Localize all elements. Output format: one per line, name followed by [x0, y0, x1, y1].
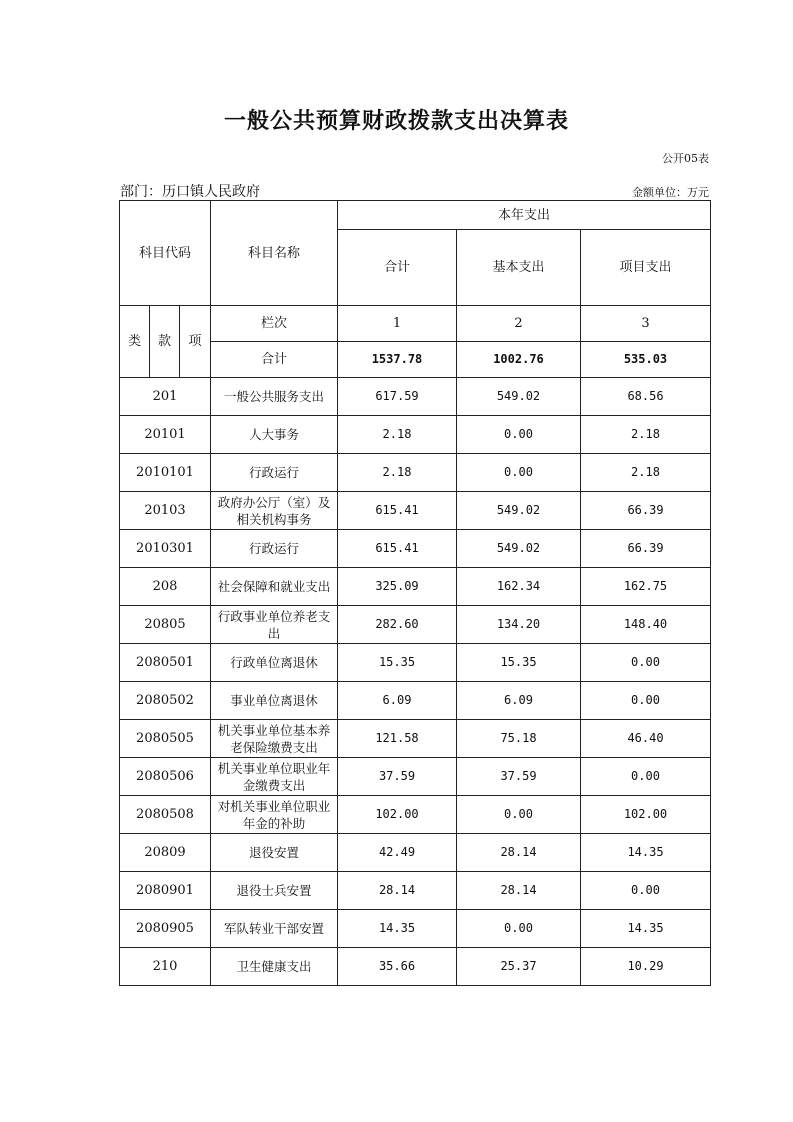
project-expense-cell: 162.75 [581, 568, 711, 606]
column-index-2: 2 [457, 306, 581, 342]
total-cell: 325.09 [338, 568, 457, 606]
project-expense-cell: 0.00 [581, 872, 711, 910]
subject-name-cell: 军队转业干部安置 [211, 910, 338, 948]
subject-name-header: 科目名称 [211, 201, 338, 306]
expenditure-table [119, 200, 711, 986]
total-cell: 15.35 [338, 644, 457, 682]
table-row [120, 910, 711, 948]
form-number: 公开05表 [662, 152, 709, 165]
subject-code-cell: 208 [120, 568, 211, 606]
project-expense-cell: 68.56 [581, 378, 711, 416]
basic-expense-cell: 25.37 [457, 948, 581, 986]
basic-expense-cell: 75.18 [457, 720, 581, 758]
table-row [120, 834, 711, 872]
total-header: 合计 [338, 230, 457, 306]
table-row [120, 454, 711, 492]
basic-expense-cell: 0.00 [457, 910, 581, 948]
subject-name-cell: 一般公共服务支出 [211, 378, 338, 416]
total-cell: 35.66 [338, 948, 457, 986]
total-cell: 2.18 [338, 416, 457, 454]
subject-code-cell: 2080502 [120, 682, 211, 720]
subject-code-cell: 2080508 [120, 796, 211, 834]
subject-name-cell: 社会保障和就业支出 [211, 568, 338, 606]
page-title: 一般公共预算财政拨款支出决算表 [223, 109, 569, 134]
total-cell: 615.41 [338, 530, 457, 568]
subject-code-cell: 2010101 [120, 454, 211, 492]
subject-code-cell: 210 [120, 948, 211, 986]
column-index-row [120, 306, 711, 342]
subject-name-cell: 行政运行 [211, 530, 338, 568]
project-expense-cell: 14.35 [581, 834, 711, 872]
table-row [120, 530, 711, 568]
total-cell: 282.60 [338, 606, 457, 644]
subject-code-header: 科目代码 [120, 201, 211, 306]
subject-name-cell: 退役安置 [211, 834, 338, 872]
lei-header: 类 [120, 306, 150, 378]
subject-code-cell: 2010301 [120, 530, 211, 568]
subject-name-cell: 事业单位离退休 [211, 682, 338, 720]
subject-code-cell: 20805 [120, 606, 211, 644]
subject-code-cell: 2080905 [120, 910, 211, 948]
sum-project-value: 535.03 [581, 342, 711, 378]
subject-name-cell: 卫生健康支出 [211, 948, 338, 986]
project-expense-cell: 2.18 [581, 454, 711, 492]
total-cell: 37.59 [338, 758, 457, 796]
table-row [120, 872, 711, 910]
subject-name-cell: 退役士兵安置 [211, 872, 338, 910]
subject-name-cell: 行政单位离退休 [211, 644, 338, 682]
total-cell: 6.09 [338, 682, 457, 720]
kuan-header: 款 [150, 306, 180, 378]
subject-code-cell: 2080505 [120, 720, 211, 758]
total-cell: 102.00 [338, 796, 457, 834]
basic-expense-cell: 15.35 [457, 644, 581, 682]
header-row-1 [120, 201, 711, 230]
project-expense-cell: 66.39 [581, 492, 711, 530]
basic-expense-cell: 37.59 [457, 758, 581, 796]
project-expense-cell: 10.29 [581, 948, 711, 986]
xiang-header: 项 [180, 306, 211, 378]
year-expense-header: 本年支出 [338, 201, 711, 230]
total-cell: 617.59 [338, 378, 457, 416]
subject-code-cell: 201 [120, 378, 211, 416]
table-row [120, 606, 711, 644]
project-expense-header: 项目支出 [581, 230, 711, 306]
subject-name-cell: 行政运行 [211, 454, 338, 492]
table-row [120, 948, 711, 986]
basic-expense-cell: 28.14 [457, 834, 581, 872]
subject-name-cell: 人大事务 [211, 416, 338, 454]
project-expense-cell: 66.39 [581, 530, 711, 568]
sum-total-value: 1537.78 [338, 342, 457, 378]
basic-expense-cell: 0.00 [457, 796, 581, 834]
basic-expense-header: 基本支出 [457, 230, 581, 306]
subject-code-cell: 20101 [120, 416, 211, 454]
basic-expense-cell: 0.00 [457, 454, 581, 492]
subject-name-cell: 行政事业单位养老支出 [211, 606, 338, 644]
subject-name-cell: 机关事业单位职业年金缴费支出 [211, 758, 338, 796]
basic-expense-cell: 28.14 [457, 872, 581, 910]
table-row [120, 758, 711, 796]
basic-expense-cell: 549.02 [457, 530, 581, 568]
amount-unit-label: 金额单位：万元 [632, 186, 709, 199]
column-index-3: 3 [581, 306, 711, 342]
total-cell: 28.14 [338, 872, 457, 910]
subject-code-cell: 2080501 [120, 644, 211, 682]
basic-expense-cell: 549.02 [457, 492, 581, 530]
total-cell: 2.18 [338, 454, 457, 492]
table-row [120, 644, 711, 682]
table-row [120, 378, 711, 416]
total-cell: 14.35 [338, 910, 457, 948]
table-row [120, 720, 711, 758]
project-expense-cell: 0.00 [581, 682, 711, 720]
project-expense-cell: 2.18 [581, 416, 711, 454]
table-row [120, 416, 711, 454]
project-expense-cell: 102.00 [581, 796, 711, 834]
project-expense-cell: 148.40 [581, 606, 711, 644]
project-expense-cell: 0.00 [581, 758, 711, 796]
project-expense-cell: 46.40 [581, 720, 711, 758]
subject-code-cell: 20103 [120, 492, 211, 530]
department-label: 部门：历口镇人民政府 [120, 184, 260, 200]
table-row [120, 492, 711, 530]
column-index-1: 1 [338, 306, 457, 342]
table-row [120, 796, 711, 834]
total-cell: 615.41 [338, 492, 457, 530]
sum-basic-value: 1002.76 [457, 342, 581, 378]
basic-expense-cell: 549.02 [457, 378, 581, 416]
basic-expense-cell: 6.09 [457, 682, 581, 720]
total-cell: 42.49 [338, 834, 457, 872]
subject-code-cell: 20809 [120, 834, 211, 872]
sum-label: 合计 [211, 342, 338, 378]
table-row [120, 568, 711, 606]
table-row [120, 682, 711, 720]
subject-name-cell: 对机关事业单位职业年金的补助 [211, 796, 338, 834]
basic-expense-cell: 0.00 [457, 416, 581, 454]
project-expense-cell: 0.00 [581, 644, 711, 682]
project-expense-cell: 14.35 [581, 910, 711, 948]
subject-code-cell: 2080506 [120, 758, 211, 796]
basic-expense-cell: 162.34 [457, 568, 581, 606]
subject-name-cell: 机关事业单位基本养老保险缴费支出 [211, 720, 338, 758]
basic-expense-cell: 134.20 [457, 606, 581, 644]
column-index-label: 栏次 [211, 306, 338, 342]
total-cell: 121.58 [338, 720, 457, 758]
subject-name-cell: 政府办公厅（室）及相关机构事务 [211, 492, 338, 530]
subject-code-cell: 2080901 [120, 872, 211, 910]
